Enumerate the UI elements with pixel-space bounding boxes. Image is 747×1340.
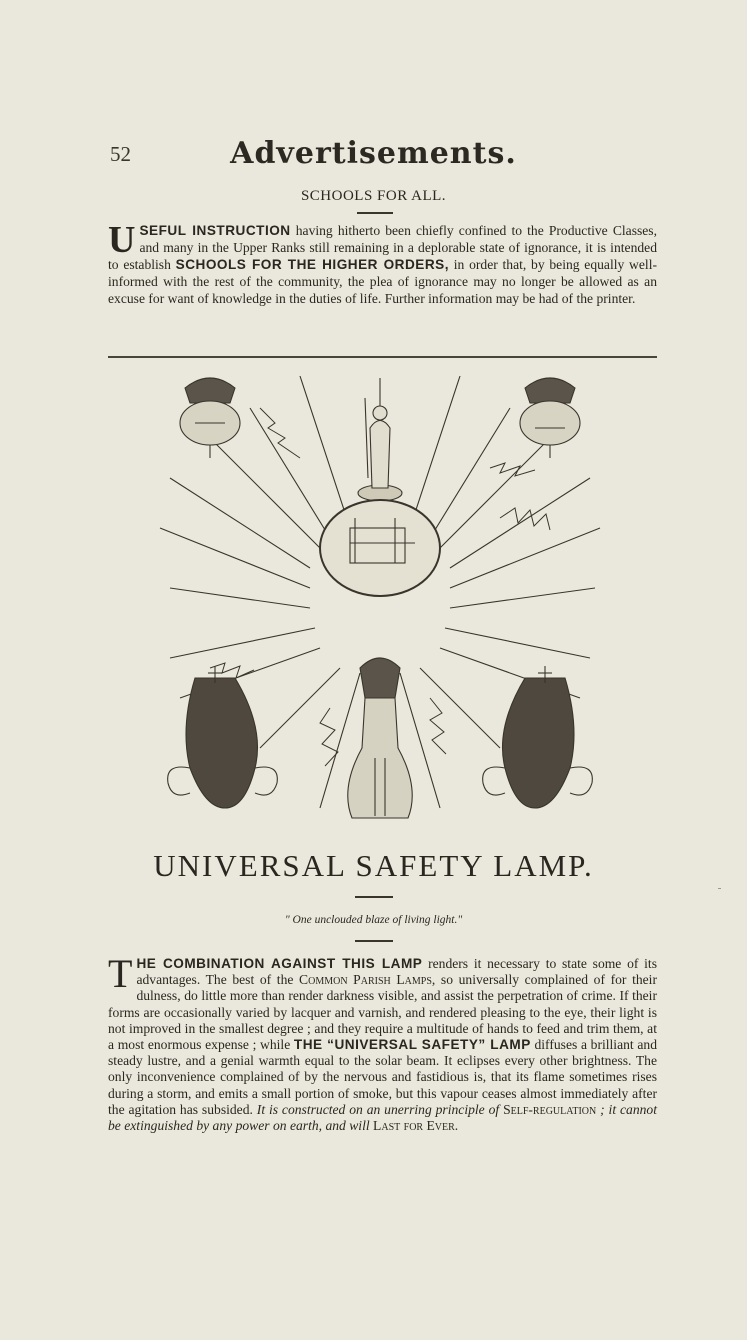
lamp-smallcaps-1: Common Parish Lamps, bbox=[299, 972, 436, 988]
running-head: Advertisements. bbox=[230, 136, 517, 171]
lamp-italic-1: It is constructed on an unerring principle of bbox=[256, 1101, 504, 1117]
lamp-smallcaps-3: Last for Ever. bbox=[373, 1118, 459, 1134]
schools-caps: SCHOOLS FOR THE HIGHER ORDERS, bbox=[175, 257, 450, 272]
lamp-text-1: renders it necessary to state some of its advantages. The best of the bbox=[136, 956, 657, 988]
britannia-figure bbox=[358, 398, 402, 501]
left-bottom-lamp bbox=[168, 666, 278, 808]
short-rule-2 bbox=[355, 896, 393, 898]
short-rule-3 bbox=[355, 940, 393, 942]
lamp-lead: HE COMBINATION AGAINST THIS LAMP bbox=[136, 956, 423, 971]
short-rule-1 bbox=[357, 212, 393, 214]
lamp-text-3: diffuses a brilliant and steady lustre, and a genial warmth equal to the solar beam. It eclipses every other brightness. The only inconvenience complained of by the nervous and fastidious is, that its flame sometimes rises during a storm, and emits a small portion of smoke, but this vapour ceases almost immediately after the agitation has subsided. bbox=[108, 1037, 657, 1117]
schools-title: SCHOOLS FOR ALL. bbox=[300, 188, 447, 204]
section-rule bbox=[108, 356, 657, 358]
dropcap-u: U bbox=[108, 219, 136, 261]
printing-press-medallion bbox=[320, 500, 440, 596]
lamp-italic-2: ; it cannot be extinguished by any power on earth, and will bbox=[108, 1101, 657, 1134]
left-crown-lamp bbox=[180, 378, 240, 458]
schools-paragraph bbox=[108, 219, 657, 307]
lamp-smallcaps-2: Self-regulation bbox=[503, 1101, 597, 1117]
motto: " One unclouded blaze of living light." bbox=[284, 914, 463, 926]
safety-lamp-illustration bbox=[150, 368, 610, 836]
schools-lead: SEFUL INSTRUCTION bbox=[139, 223, 291, 238]
lamp-caps: THE “UNIVERSAL SAFETY” LAMP bbox=[293, 1037, 531, 1053]
right-bottom-lamp bbox=[483, 666, 593, 808]
lamp-text-2: so universally complained of for their dulness, do little more than render darkness visible, and assist the perpetration of crime. If their forms are occasionally varied by lacquer and varnish, and rendered pleasing to the eye, their light is not improved in the smallest degree ; and they require a multitude of hands to feed and trim them, at a most enormous expense ; while bbox=[108, 972, 657, 1053]
lamp-paragraph bbox=[108, 951, 657, 1134]
margin-mark bbox=[718, 888, 721, 889]
right-crown-lamp bbox=[520, 378, 580, 458]
page-number: 52 bbox=[110, 142, 131, 166]
lamp-title: UNIVERSAL SAFETY LAMP. bbox=[153, 848, 594, 883]
schools-text-2: in order that, by being equally well-informed with the rest of the community, the plea of ignorance may no longer be allowed as an excuse for want of knowledge in the duties of life. Further information may be had of the printer. bbox=[108, 257, 657, 306]
schools-text-1: having hitherto been chiefly confined to the Productive Classes, and many in the Upper Ranks still remaining in a deplorable state of ignorance, it is intended to establish bbox=[108, 223, 657, 272]
dropcap-t: T bbox=[108, 951, 133, 996]
